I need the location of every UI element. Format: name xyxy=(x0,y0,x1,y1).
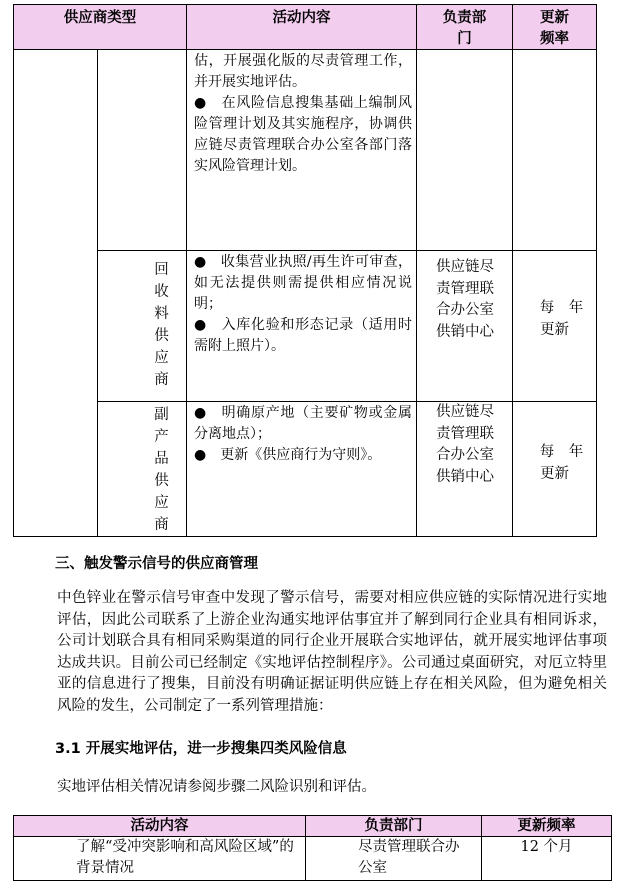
subsection-text: 实地评估相关情况请参阅步骤二风险识别和评估。 xyxy=(57,779,376,795)
header-frequency: 更新频率 xyxy=(482,816,612,837)
frequency-line-2: 更新 xyxy=(540,466,569,482)
cell-empty xyxy=(98,50,187,251)
department-cell xyxy=(417,251,513,402)
header-supplier-type: 供应商类型 xyxy=(14,5,187,50)
supplier-type-label: 副产品供应商 xyxy=(154,407,169,533)
field-assessment-table xyxy=(13,815,612,881)
frequency-line-1: 每 年 xyxy=(539,300,584,316)
department-label: 供应链尽责管理联合办公室供销中心 xyxy=(436,259,494,340)
frequency-cell xyxy=(513,402,597,537)
section-heading: 三、触发警示信号的供应商管理 xyxy=(55,555,258,572)
activity-cell: ● 收集营业执照/再生许可审查，如无法提供则需提供相应情况说明； ● 入库化验和形态记录（适用时需附上照片）。 xyxy=(187,251,417,402)
activity-cell: 估，开展强化版的尽责管理工作，并开展实地评估。 ● 在风险信息搜集基础上编制风险管理计划及其实施程序，协调供应链尽责管理联合办公室各部门落实风险管理计划。 xyxy=(187,50,417,251)
activity-cell: ● 明确原产地（主要矿物或金属分离地点）； ● 更新《供应商行为守则》。 xyxy=(187,402,417,537)
header-activity: 活动内容 xyxy=(187,5,417,50)
cell-empty xyxy=(513,50,597,251)
supplier-type-cell xyxy=(98,402,187,537)
header-frequency: 更新 频率 xyxy=(513,5,597,50)
header-department: 负责部 门 xyxy=(417,5,513,50)
cell-empty xyxy=(14,50,98,537)
header-department: 负责部门 xyxy=(306,816,482,837)
supplier-type-label: 回收料供应商 xyxy=(154,262,169,388)
department-cell xyxy=(417,402,513,537)
subsection-heading: 3.1 开展实地评估，进一步搜集四类风险信息 xyxy=(55,741,347,757)
frequency-line-1: 每 年 xyxy=(539,444,584,460)
department-label: 供应链尽责管理联合办公室供销中心 xyxy=(436,404,494,485)
activity-cell: 了解“受冲突影响和高风险区域”的背景情况 xyxy=(14,837,306,881)
section-paragraph: 中色锌业在警示信号审查中发现了警示信号，需要对相应供应链的实际情况进行实地评估，因此公司联系了上游企业沟通实地评估事宜并了解到同行企业具有相同诉求，公司计划联合具有相同采购渠道的同行企业开展联合实地评估，就开展实地评估事项达成共识。目前公司已经制定《实地评估控制程序》。公司通过桌面研究，对厄立特里亚的信息进行了搜集，目前没有明确证据证明供应链上存在相关风险，但为避免相关风险的发生，公司制定了一系列管理措施： xyxy=(57,590,607,714)
frequency-cell: 12 个月 xyxy=(482,837,612,881)
department-cell: 尽责管理联合办公室 xyxy=(306,837,482,881)
supplier-activity-table xyxy=(13,4,597,537)
frequency-cell xyxy=(513,251,597,402)
header-activity: 活动内容 xyxy=(14,816,306,837)
frequency-line-2: 更新 xyxy=(540,322,569,338)
cell-empty xyxy=(417,50,513,251)
supplier-type-cell xyxy=(98,251,187,402)
